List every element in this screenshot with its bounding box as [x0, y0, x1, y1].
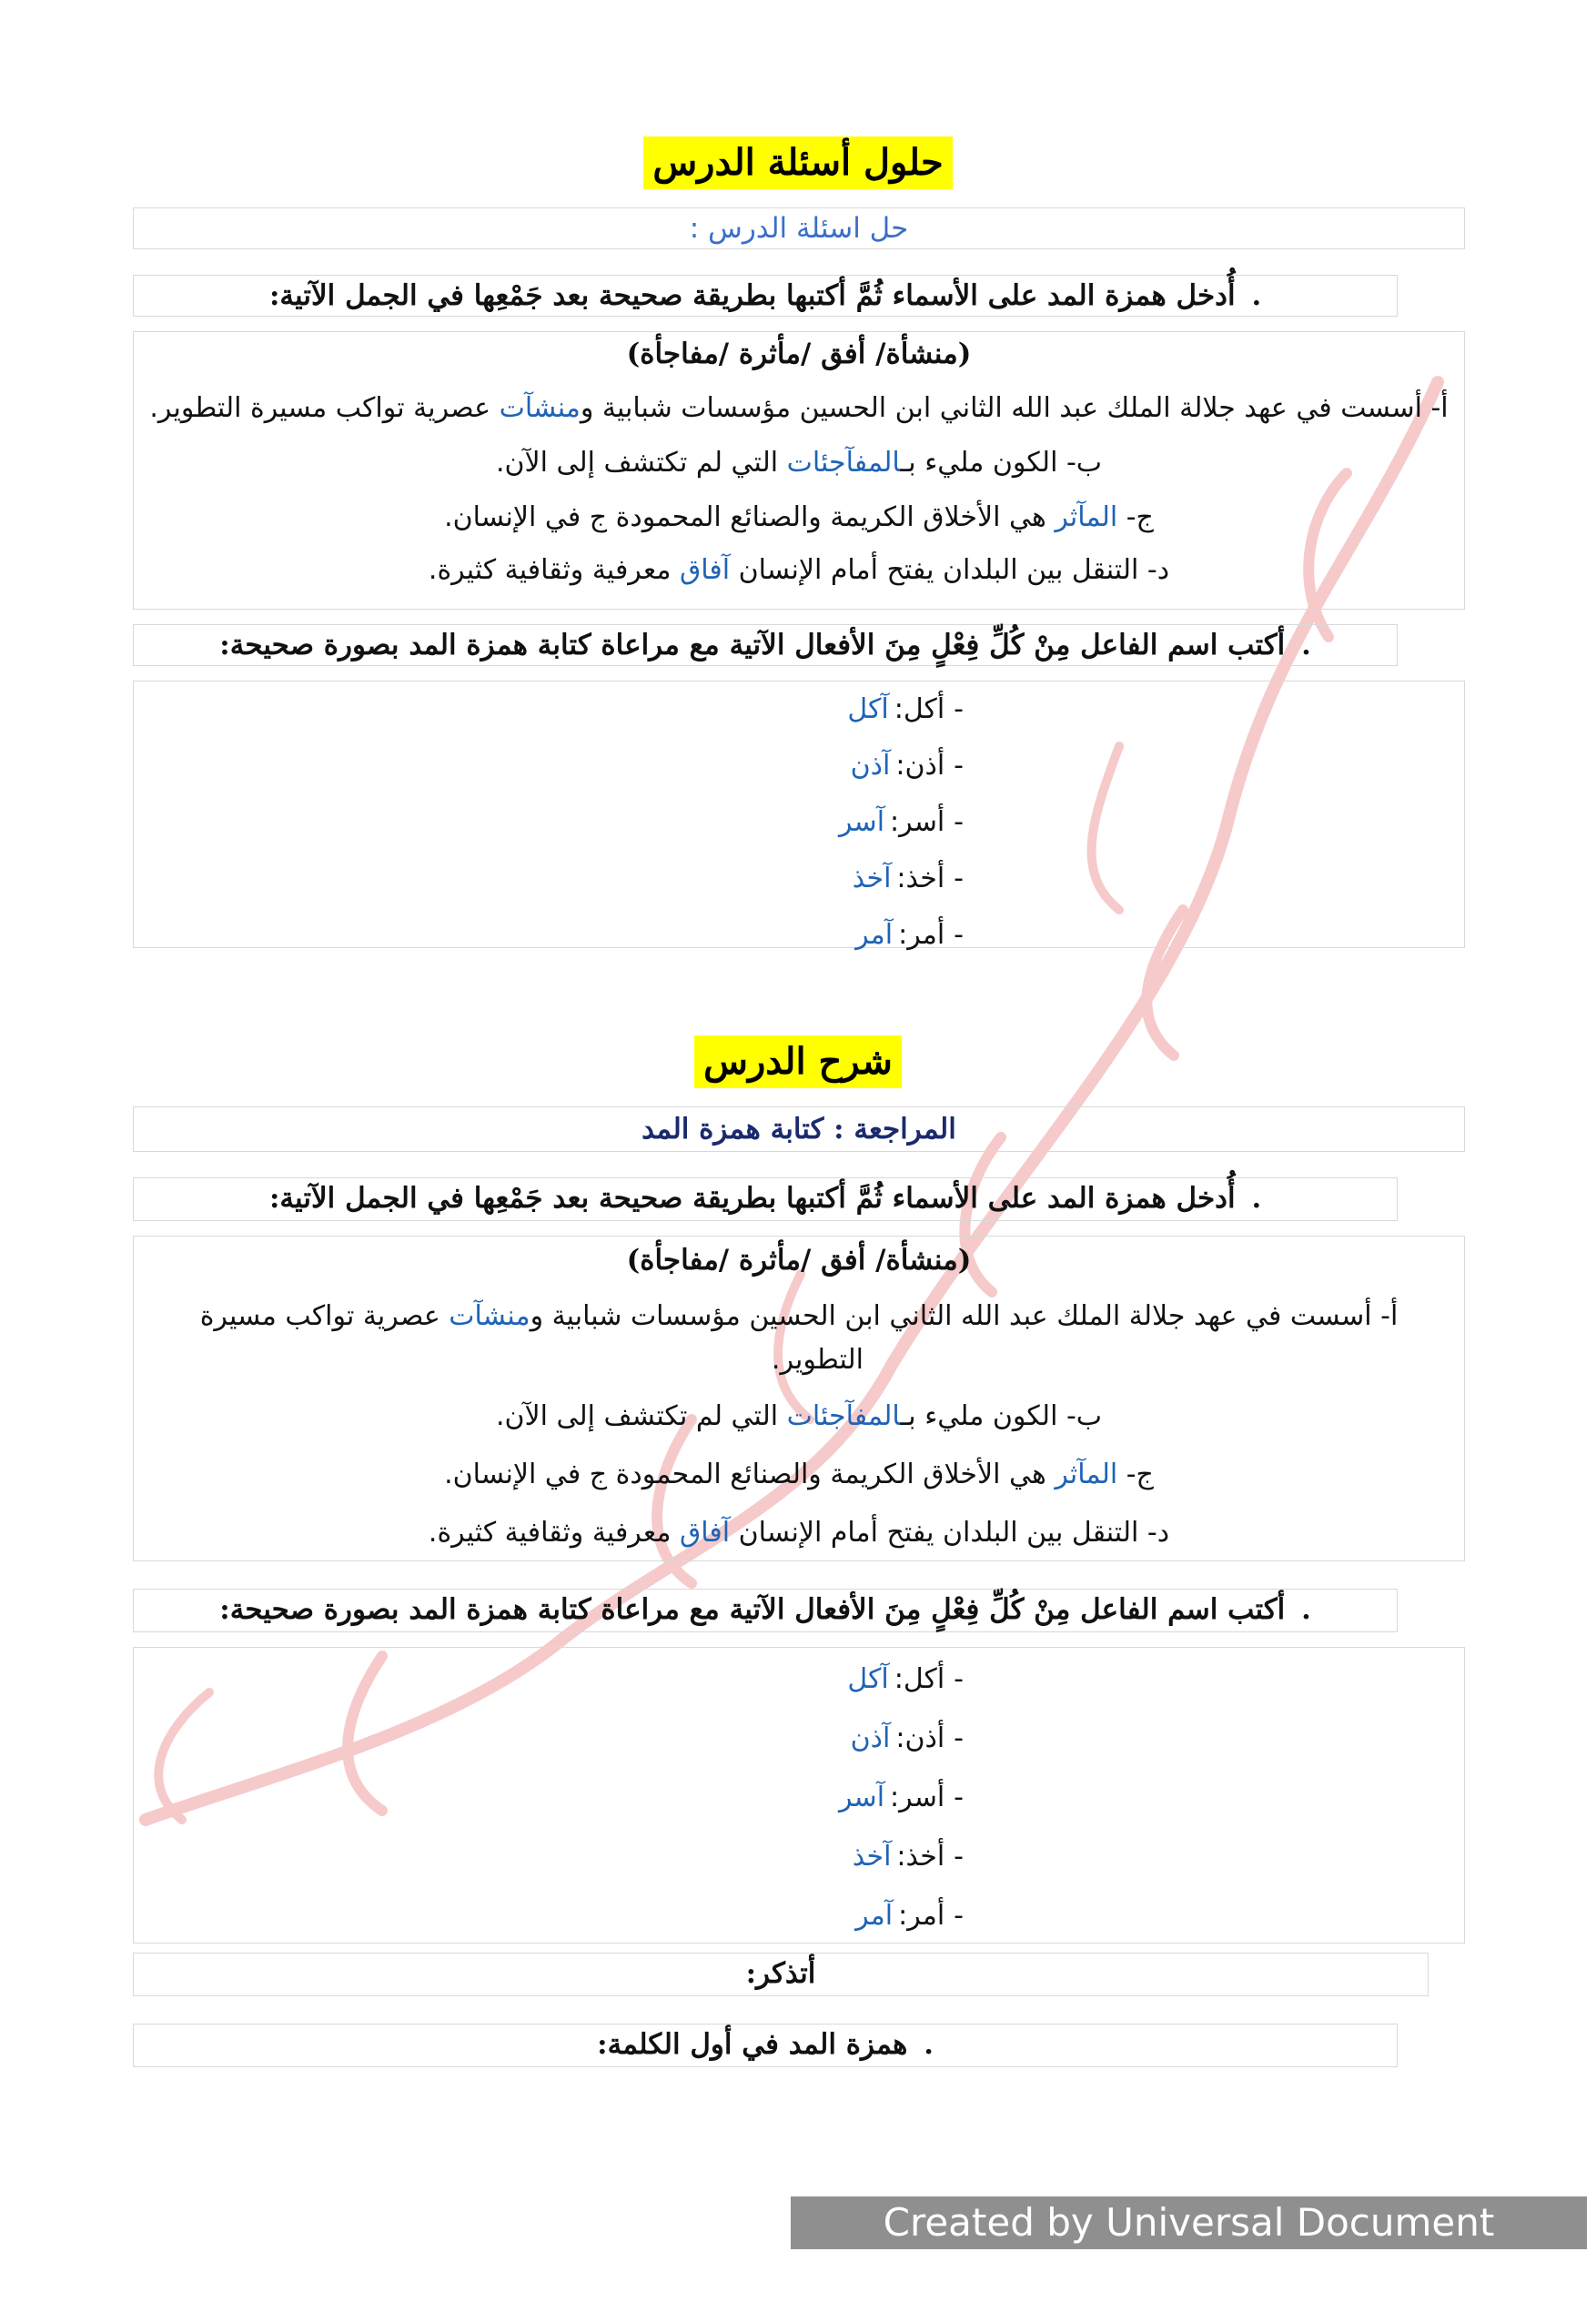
q1-instruction-box — [133, 275, 1398, 317]
verb: أمر — [907, 919, 945, 951]
solutions-subtitle-box — [133, 207, 1465, 249]
sentence-text: عصرية تواكب مسيرة — [199, 1300, 450, 1332]
solutions-title: حلول أسئلة الدرس — [643, 136, 952, 189]
sentence-answer: المفآجئات — [786, 1400, 901, 1432]
list-item: - أمر : آمر — [839, 907, 964, 964]
sentence-text: التي لم تكتشف إلى الآن. — [495, 1400, 787, 1432]
verb: أمر — [907, 1899, 945, 1932]
explanation-title-wrap — [0, 1035, 1596, 1088]
q1b-sentence-d — [134, 1515, 1464, 1551]
point-box — [133, 2024, 1398, 2067]
sentence-text: ج- — [1117, 501, 1154, 533]
sentence-text: ب- الكون مليء بـ — [900, 447, 1103, 479]
bullet-icon: . — [1251, 1183, 1262, 1215]
sentence-answer: منشآت — [449, 1300, 530, 1332]
q1-sentence-c — [134, 500, 1464, 536]
converter-footer: Created by Universal Document Converter — [791, 2196, 1587, 2249]
sentence-answer: منشآت — [499, 392, 581, 424]
sentence-text: د- التنقل بين البلدان يفتح أمام الإنسان — [730, 1517, 1170, 1549]
q2b-verb-list — [839, 1650, 964, 1945]
verb-answer: آخذ — [852, 1840, 892, 1873]
verb: أخذ — [905, 1840, 945, 1873]
verb-answer: آخذ — [852, 863, 892, 894]
list-item: - أسر : آسر — [839, 794, 964, 851]
sentence-text: هي الأخلاق الكريمة والصنائع المحمودة ج في الإنسان. — [444, 501, 1056, 533]
verb-answer: آمر — [855, 919, 894, 951]
point-text: همزة المد في أول الكلمة: — [597, 2028, 908, 2061]
list-item: - أخذ : آخذ — [839, 851, 964, 907]
q1b-sentence-a — [134, 1298, 1464, 1335]
q1b-words: (منشأة/ أفق /مأثرة /مفاجأة) — [626, 1244, 972, 1277]
q1b-sentence-c — [134, 1457, 1464, 1493]
q1-instruction — [134, 278, 1397, 315]
solutions-title-wrap — [0, 136, 1596, 189]
q2-instruction-box — [133, 624, 1398, 666]
bullet-icon: . — [924, 2029, 934, 2061]
list-item: - أكل : آكل — [839, 1650, 964, 1709]
q2-instruction-text: أكتب اسم الفاعل مِنْ كُلِّ فِعْلٍ مِنَ الأفعال الآتية مع مراعاة كتابة همزة المد بصورة صحيحة: — [219, 629, 1286, 661]
q2-answers-box — [133, 681, 1465, 951]
list-item: - أكل : آكل — [839, 682, 964, 738]
sentence-text: هي الأخلاق الكريمة والصنائع المحمودة ج في الإنسان. — [444, 1459, 1056, 1490]
q1-instruction-text: أُدخل همزة المد على الأسماء ثُمَّ أكتبها بطريقة صحيحة بعد جَمْعِها في الجمل الآتية: — [268, 279, 1236, 312]
bullet-icon: . — [1301, 1594, 1311, 1626]
sentence-text: معرفية وثقافية كثيرة. — [428, 554, 680, 586]
q1b-answers-box — [133, 1236, 1465, 1561]
q1-sentence-a — [134, 390, 1464, 427]
verb: أكل — [903, 693, 945, 725]
q1b-sentence-b — [134, 1398, 1464, 1435]
verb: أذن — [904, 1721, 945, 1754]
sentence-answer: المآثر — [1055, 1459, 1118, 1490]
sentence-text: عصرية تواكب مسيرة التطوير. — [149, 392, 500, 424]
verb: أسر — [899, 1781, 945, 1813]
sentence-answer: آفاق — [679, 554, 731, 586]
sentence-text: التي لم تكتشف إلى الآن. — [495, 447, 787, 479]
verb: أسر — [899, 806, 945, 838]
sentence-text: أ- أسست في عهد جلالة الملك عبد الله الثاني ابن الحسين مؤسسات شبابية و — [530, 1300, 1399, 1332]
q1-answers-box — [133, 331, 1465, 610]
verb-answer: آمر — [855, 1899, 894, 1932]
q1b-sentence-a-continued: التطوير. — [771, 1344, 864, 1376]
q1-sentence-d — [134, 552, 1464, 589]
q1-words: (منشأة/ أفق /مأثرة /مفاجأة) — [626, 338, 972, 370]
list-item: - أذن : آذن — [839, 1709, 964, 1768]
verb: أخذ — [905, 863, 945, 894]
sentence-text: د- التنقل بين البلدان يفتح أمام الإنسان — [730, 554, 1170, 586]
solutions-subtitle: حل اسئلة الدرس : — [689, 212, 909, 245]
q1b-instruction-box — [133, 1177, 1398, 1221]
q2b-instruction-box — [133, 1589, 1398, 1632]
q1b-instruction — [134, 1180, 1397, 1217]
remember-box — [133, 1953, 1429, 1996]
q1-sentence-b — [134, 445, 1464, 481]
q1b-instruction-text: أُدخل همزة المد على الأسماء ثُمَّ أكتبها بطريقة صحيحة بعد جَمْعِها في الجمل الآتية: — [268, 1182, 1236, 1215]
q2b-instruction — [134, 1591, 1397, 1629]
list-item: - أمر : آمر — [839, 1886, 964, 1945]
verb-answer: آكل — [847, 1662, 889, 1695]
sentence-answer: المفآجئات — [786, 447, 901, 479]
list-item: - أخذ : آخذ — [839, 1827, 964, 1886]
sentence-answer: آفاق — [679, 1517, 731, 1549]
bullet-icon: . — [1301, 630, 1311, 661]
verb: أكل — [903, 1662, 945, 1695]
sentence-text: ب- الكون مليء بـ — [900, 1400, 1103, 1432]
sentence-text: أ- أسست في عهد جلالة الملك عبد الله الثاني ابن الحسين مؤسسات شبابية و — [580, 392, 1449, 424]
remember-heading: أتذكر: — [745, 1957, 816, 1990]
explanation-subtitle-box — [133, 1106, 1465, 1152]
point-heading — [134, 2026, 1397, 2064]
verb-answer: آكل — [847, 693, 889, 725]
explanation-title: شرح الدرس — [694, 1035, 902, 1088]
explanation-subtitle: المراجعة : كتابة همزة المد — [641, 1113, 956, 1146]
verb-answer: آسر — [839, 806, 885, 838]
q2b-answers-box — [133, 1647, 1465, 1944]
bullet-icon: . — [1251, 280, 1262, 312]
verb-answer: آذن — [850, 750, 891, 782]
sentence-answer: المآثر — [1055, 501, 1118, 533]
q2-instruction — [134, 627, 1397, 664]
q2-verb-list — [839, 682, 964, 964]
sentence-text: معرفية وثقافية كثيرة. — [428, 1517, 680, 1549]
verb-answer: آذن — [850, 1721, 891, 1754]
verb: أذن — [904, 750, 945, 782]
list-item: - أذن : آذن — [839, 738, 964, 794]
verb-answer: آسر — [839, 1781, 885, 1813]
sentence-text: ج- — [1117, 1459, 1154, 1490]
list-item: - أسر : آسر — [839, 1768, 964, 1827]
q2b-instruction-text: أكتب اسم الفاعل مِنْ كُلِّ فِعْلٍ مِنَ الأفعال الآتية مع مراعاة كتابة همزة المد بصورة صحيحة: — [219, 1593, 1286, 1626]
